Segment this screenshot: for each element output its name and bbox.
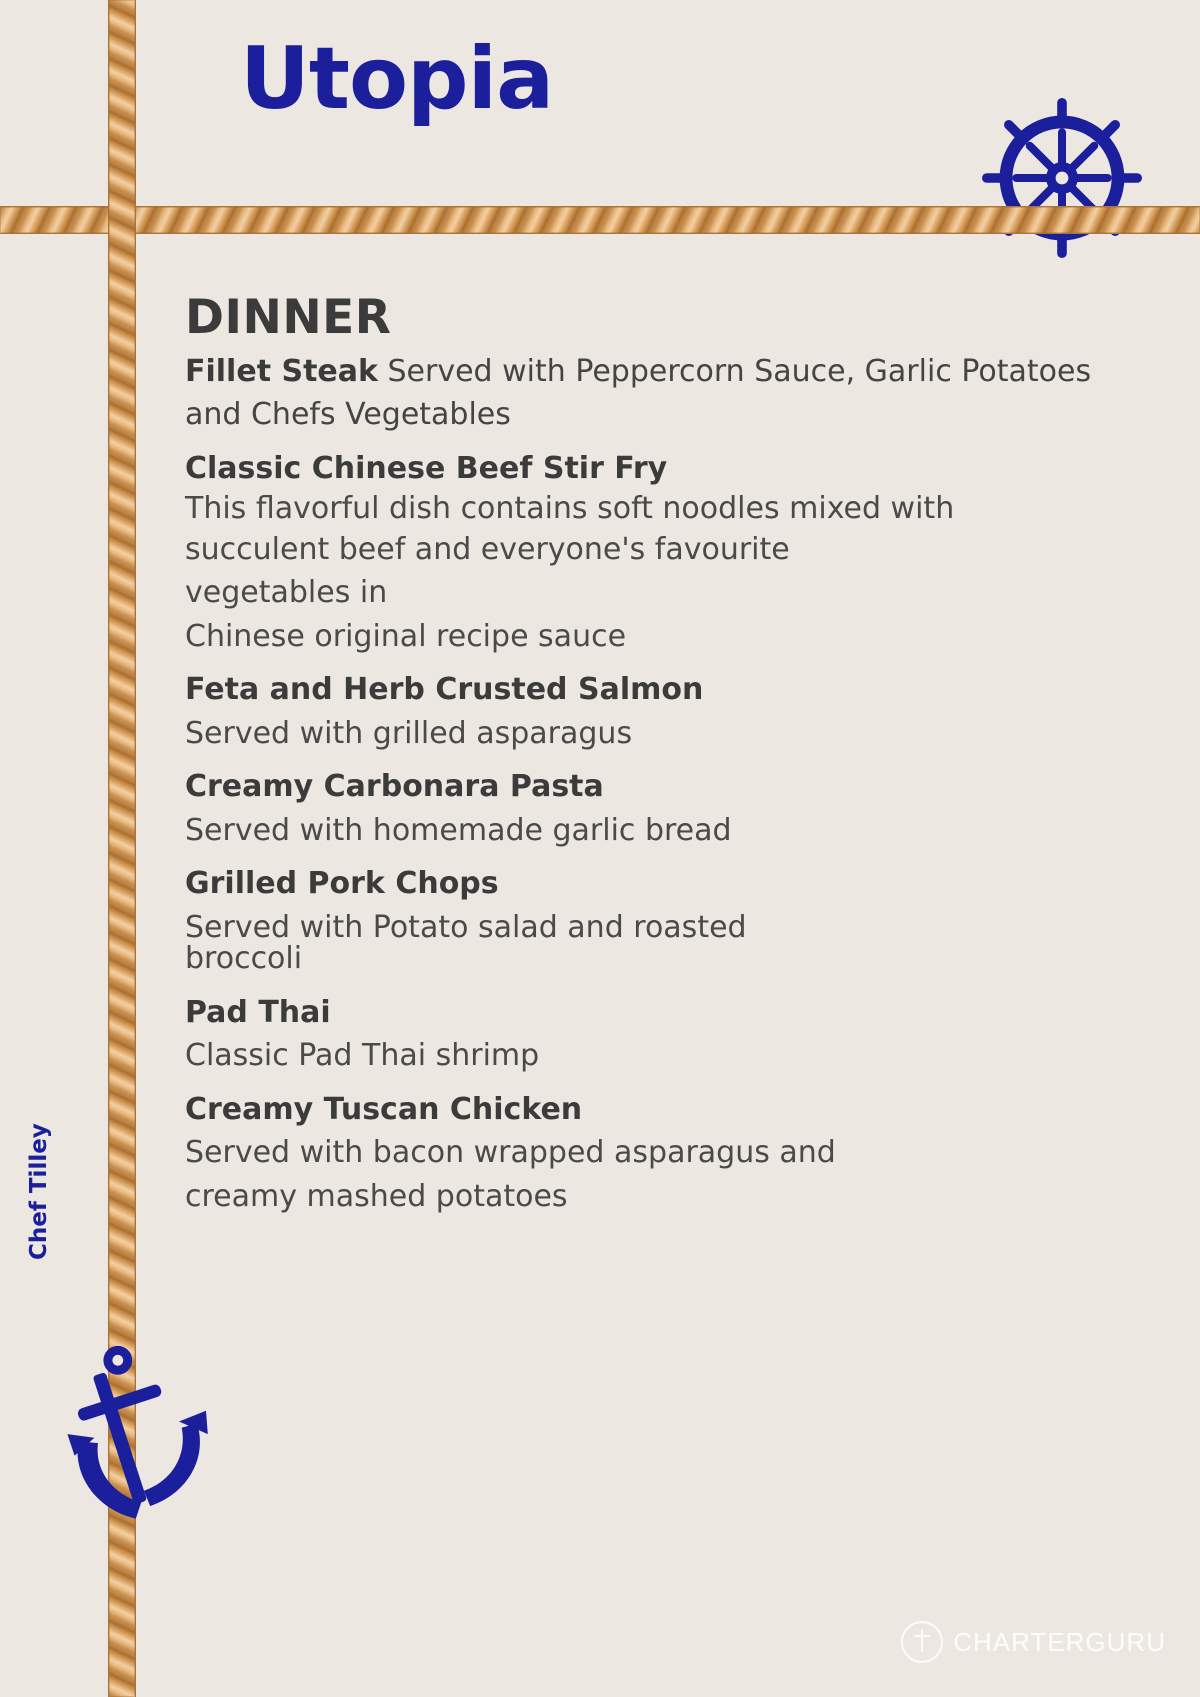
menu-item-name: Creamy Tuscan Chicken (185, 1091, 583, 1127)
menu-item (185, 668, 1115, 755)
menu-item-line (185, 862, 1115, 906)
menu-item-desc: Served with Potato salad and roasted (185, 909, 747, 945)
menu-item-name: Classic Chinese Beef Stir Fry (185, 450, 668, 486)
menu-item-line (185, 447, 1115, 491)
menu-item-desc: vegetables in (185, 575, 388, 611)
menu-item-name: Feta and Herb Crusted Salmon (185, 672, 704, 708)
menu-item (185, 765, 1115, 852)
menu-item-name: Creamy Carbonara Pasta (185, 769, 604, 805)
page-title: Utopia (240, 29, 554, 129)
anchor-icon (62, 1340, 242, 1530)
menu-content (185, 292, 1115, 1218)
menu-item-desc: creamy mashed potatoes (185, 1178, 568, 1214)
menu-item-line (185, 668, 1115, 712)
watermark (901, 1621, 1166, 1663)
chef-label: Chef Tilley (26, 1123, 52, 1260)
menu-item-desc: Served with homemade garlic bread (185, 812, 732, 848)
menu-item-name: Fillet Steak (185, 353, 378, 389)
menu-item-name: Pad Thai (185, 994, 331, 1030)
menu-item-name: Grilled Pork Chops (185, 866, 499, 902)
menu-item-desc: This flavorful dish contains soft noodles mixed with (185, 491, 955, 527)
ship-wheel-icon (982, 98, 1142, 258)
menu-item-inline-desc: Served with Peppercorn Sauce, Garlic Potatoes and Chefs Vegetables (185, 353, 1092, 433)
anchor-circle-icon (901, 1621, 943, 1663)
section-title-dinner: DINNER (185, 290, 392, 345)
menu-item (185, 447, 1115, 659)
menu-item-desc: Chinese original recipe sauce (185, 618, 627, 654)
menu-item-desc: broccoli (185, 941, 303, 977)
chef-label-wrap (26, 1060, 92, 1260)
menu-item (185, 991, 1115, 1078)
rope-divider-horizontal (0, 206, 1200, 234)
menu-item-line (185, 350, 1115, 437)
menu-item (185, 350, 1115, 437)
menu-item-desc: succulent beef and everyone's favourite (185, 531, 790, 567)
menu-item-line (185, 991, 1115, 1035)
menu-item-line (185, 1088, 1115, 1132)
watermark-text: CHARTERGURU (953, 1626, 1166, 1657)
menu-item-desc: Classic Pad Thai shrimp (185, 1038, 540, 1074)
menu-item-desc: Served with grilled asparagus (185, 715, 633, 751)
menu-item (185, 1088, 1115, 1219)
menu-item (185, 862, 1115, 981)
menu-item-line (185, 765, 1115, 809)
menu-item-desc: Served with bacon wrapped asparagus and (185, 1135, 836, 1171)
